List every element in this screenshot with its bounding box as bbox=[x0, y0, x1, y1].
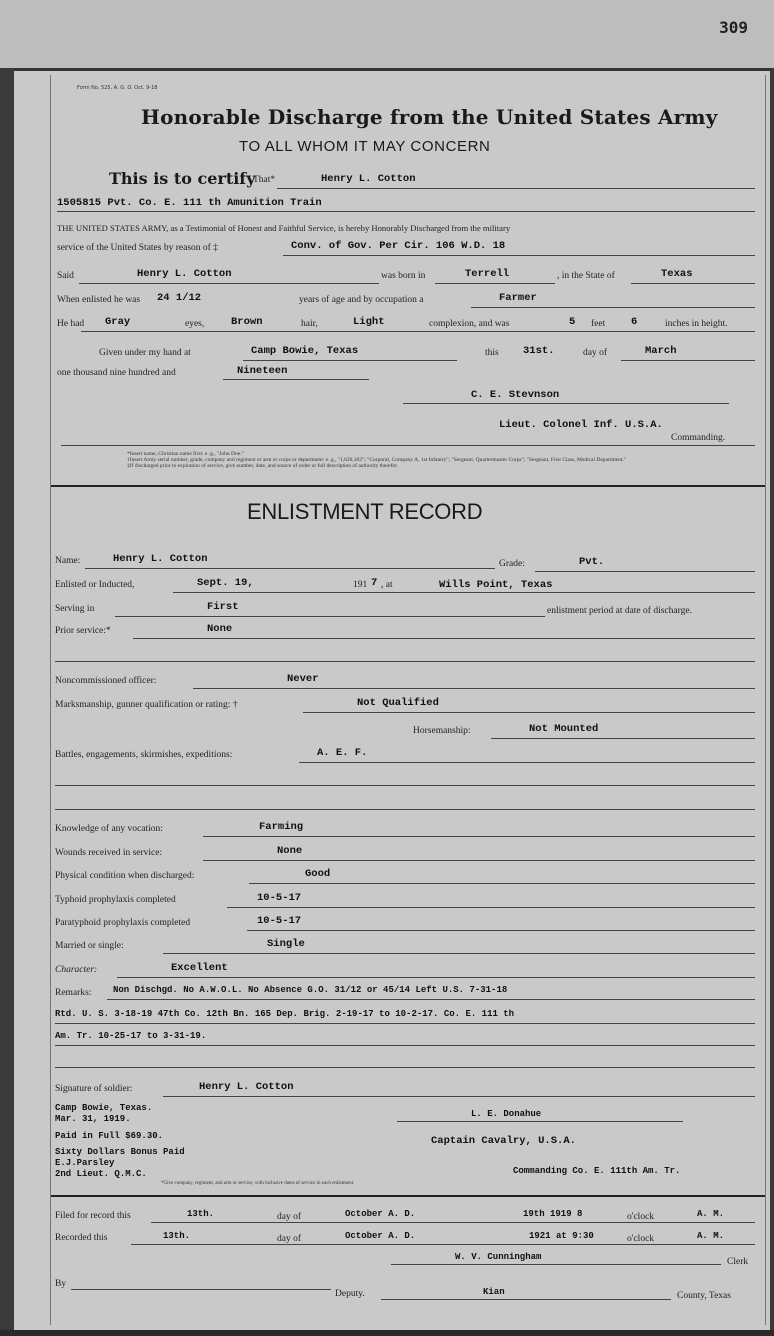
discharging-officer: L. E. Donahue bbox=[471, 1109, 542, 1119]
discharge-reason: Conv. of Gov. Per Cir. 106 W.D. 18 bbox=[291, 240, 506, 252]
scan-header-strip bbox=[0, 0, 774, 68]
recorded-label: Recorded this bbox=[55, 1233, 108, 1243]
grade-label: Grade: bbox=[499, 559, 525, 569]
physical-condition: Good bbox=[305, 868, 331, 880]
deputy-label: Deputy. bbox=[335, 1289, 365, 1299]
signing-officer-title: Lieut. Colonel Inf. U.S.A. bbox=[499, 419, 663, 431]
marital-status: Single bbox=[267, 938, 305, 950]
county-label: County, Texas bbox=[677, 1291, 731, 1301]
inducted-place: Wills Point, Texas bbox=[439, 579, 553, 591]
fine-print-note: *Give company, regiment, and arm or service, with inclusive dates of service in each enlistment. bbox=[161, 1181, 355, 1186]
filed-month: October A. D. bbox=[345, 1209, 416, 1219]
discharging-officer-title: Captain Cavalry, U.S.A. bbox=[431, 1135, 576, 1147]
given-label: Given under my hand at bbox=[99, 348, 191, 358]
eye-color: Gray bbox=[105, 316, 131, 328]
paid-line-5: E.J.Parsley bbox=[55, 1158, 115, 1168]
inducted-date: Sept. 19, bbox=[197, 577, 254, 589]
year-suffix: 7 bbox=[371, 577, 378, 589]
given-day: 31st. bbox=[523, 345, 555, 357]
vocation-label: Knowledge of any vocation: bbox=[55, 824, 163, 834]
inducted-label: Enlisted or Inducted, bbox=[55, 580, 135, 590]
serving-label: Serving in bbox=[55, 604, 95, 614]
occupation: Farmer bbox=[499, 292, 537, 304]
character-label: Character: bbox=[55, 965, 98, 975]
soldier-serial: 1505815 Pvt. Co. E. 111 th Amunition Train bbox=[57, 197, 322, 209]
marksmanship-label: Marksmanship, gunner qualification or rating: † bbox=[55, 700, 238, 710]
recorded-day: 13th. bbox=[163, 1231, 191, 1241]
birth-state: Texas bbox=[661, 268, 693, 280]
footnote-reason: ‡If discharged prior to expiration of service, give number, date, and source of order or full description of authority therefor. bbox=[127, 463, 399, 469]
document-frame bbox=[50, 75, 766, 1325]
given-year: Nineteen bbox=[237, 365, 288, 377]
footnote-name: *Insert name, Christian name first: e. g., "John Doe." bbox=[127, 451, 244, 457]
soldier-signature: Henry L. Cotton bbox=[199, 1081, 294, 1093]
footnote-serial: †Insert Army serial number, grade, company and regiment or arm or corps or department: e. g., "1,620,302"; "Corporal, Company A, 1st Infantry"; "Sergeant, Quartermaster Corps"; "Sergeant, First Class, Medical Department." bbox=[127, 457, 626, 463]
enlistment-heading: ENLISTMENT RECORD bbox=[247, 499, 483, 524]
paid-line-3: Paid in Full $69.30. bbox=[55, 1131, 164, 1141]
name-label: Name: bbox=[55, 556, 81, 566]
enlistee-name: Henry L. Cotton bbox=[113, 553, 208, 565]
year-label: one thousand nine hundred and bbox=[57, 368, 176, 378]
clerk-label: Clerk bbox=[727, 1257, 749, 1267]
that-label: That* bbox=[253, 175, 276, 185]
day-of-label: day of bbox=[583, 348, 608, 358]
state-label: , in the State of bbox=[557, 271, 615, 281]
year-prefix: 191 bbox=[353, 580, 368, 590]
complexion: Light bbox=[353, 316, 385, 328]
nco-label: Noncommissioned officer: bbox=[55, 676, 157, 686]
soldier-name: Henry L. Cotton bbox=[321, 173, 416, 185]
soldier-signature-label: Signature of soldier: bbox=[55, 1084, 133, 1094]
serving-suffix: enlistment period at date of discharge. bbox=[547, 606, 692, 616]
filed-ampm: A. M. bbox=[697, 1209, 725, 1219]
wounds-label: Wounds received in service: bbox=[55, 848, 163, 858]
had-label: He had bbox=[57, 319, 85, 329]
form-number: Form No. 525, A. G. O. Oct. 9-18 bbox=[77, 85, 158, 91]
paratyphoid-date: 10-5-17 bbox=[257, 915, 302, 927]
filed-day: 13th. bbox=[187, 1209, 215, 1219]
testimonial-text: THE UNITED STATES ARMY, as a Testimonial of Honest and Faithful Service, is hereby Honorably Discharged from the military bbox=[57, 223, 511, 233]
horsemanship-label: Horsemanship: bbox=[413, 726, 471, 736]
birthplace: Terrell bbox=[465, 268, 510, 280]
document-subtitle: TO ALL WHOM IT MAY CONCERN bbox=[239, 138, 491, 155]
marksmanship: Not Qualified bbox=[357, 697, 439, 709]
vocation: Farming bbox=[259, 821, 304, 833]
given-place: Camp Bowie, Texas bbox=[251, 345, 359, 357]
married-label: Married or single: bbox=[55, 941, 124, 951]
years-label: years of age and by occupation a bbox=[299, 295, 424, 305]
character: Excellent bbox=[171, 962, 228, 974]
filed-day-of: day of bbox=[277, 1212, 302, 1222]
nco-status: Never bbox=[287, 673, 319, 685]
grade: Pvt. bbox=[579, 556, 605, 568]
filed-label: Filed for record this bbox=[55, 1211, 131, 1221]
recorded-oclock: o'clock bbox=[627, 1234, 655, 1244]
height-inches: 6 bbox=[631, 316, 638, 328]
recorded-ampm: A. M. bbox=[697, 1231, 725, 1241]
certify-lead: This is to certify bbox=[109, 169, 256, 188]
given-month: March bbox=[645, 345, 677, 357]
enlisted-age-label: When enlisted he was bbox=[57, 295, 141, 305]
this-label: this bbox=[485, 348, 499, 358]
discharge-document bbox=[14, 68, 770, 1333]
commanding-label: Commanding. bbox=[671, 433, 726, 443]
said-label: Said bbox=[57, 271, 74, 281]
at-label: , at bbox=[381, 580, 393, 590]
paid-line-4: Sixty Dollars Bonus Paid bbox=[55, 1147, 185, 1157]
prior-service: None bbox=[207, 623, 233, 635]
recorded-day-of: day of bbox=[277, 1234, 302, 1244]
recorded-month: October A. D. bbox=[345, 1231, 416, 1241]
typhoid-date: 10-5-17 bbox=[257, 892, 302, 904]
county-clerk: W. V. Cunningham bbox=[455, 1252, 542, 1262]
recorded-time: 1921 at 9:30 bbox=[529, 1231, 594, 1241]
paratyphoid-label: Paratyphoid prophylaxis completed bbox=[55, 918, 191, 928]
page-number: 309 bbox=[719, 18, 748, 37]
horsemanship: Not Mounted bbox=[529, 723, 599, 735]
battles-label: Battles, engagements, skirmishes, expeditions: bbox=[55, 750, 233, 760]
paid-line-2: Mar. 31, 1919. bbox=[55, 1114, 131, 1124]
signing-officer: C. E. Stevnson bbox=[471, 389, 560, 401]
remarks-line-3: Am. Tr. 10-25-17 to 3-31-19. bbox=[55, 1031, 207, 1041]
paid-line-6: 2nd Lieut. Q.M.C. bbox=[55, 1169, 147, 1179]
prior-service-label: Prior service:* bbox=[55, 626, 111, 636]
reason-label: service of the United States by reason of ‡ bbox=[57, 243, 218, 253]
born-label: was born in bbox=[381, 271, 426, 281]
document-title: Honorable Discharge from the United States Army bbox=[141, 105, 718, 129]
eyes-label: eyes, bbox=[185, 319, 205, 329]
officer-command: Commanding Co. E. 111th Am. Tr. bbox=[513, 1166, 681, 1176]
serving-period: First bbox=[207, 601, 239, 613]
hair-color: Brown bbox=[231, 316, 263, 328]
complexion-label: complexion, and was bbox=[429, 319, 510, 329]
height-feet: 5 bbox=[569, 316, 576, 328]
said-name: Henry L. Cotton bbox=[137, 268, 232, 280]
typhoid-label: Typhoid prophylaxis completed bbox=[55, 895, 176, 905]
by-label: By bbox=[55, 1279, 67, 1289]
physical-label: Physical condition when discharged: bbox=[55, 871, 195, 881]
feet-label: feet bbox=[591, 319, 606, 329]
filed-time: 19th 1919 8 bbox=[523, 1209, 583, 1219]
paid-line-1: Camp Bowie, Texas. bbox=[55, 1103, 153, 1113]
enlisted-age: 24 1/12 bbox=[157, 292, 202, 304]
scan-footer-strip bbox=[0, 1330, 774, 1336]
filed-oclock: o'clock bbox=[627, 1212, 655, 1222]
remarks-line-2: Rtd. U. S. 3-18-19 47th Co. 12th Bn. 165 Dep. Brig. 2-19-17 to 10-2-17. Co. E. 111 th bbox=[55, 1009, 515, 1019]
remarks-line-1: Non Dischgd. No A.W.O.L. No Absence G.O. 31/12 or 45/14 Left U.S. 7-31-18 bbox=[113, 985, 508, 995]
battles: A. E. F. bbox=[317, 747, 368, 759]
inches-label: inches in height. bbox=[665, 319, 728, 329]
county-name: Kian bbox=[483, 1287, 505, 1297]
wounds: None bbox=[277, 845, 303, 857]
footnotes bbox=[127, 451, 755, 469]
hair-label: hair, bbox=[301, 319, 318, 329]
remarks-label: Remarks: bbox=[55, 988, 92, 998]
